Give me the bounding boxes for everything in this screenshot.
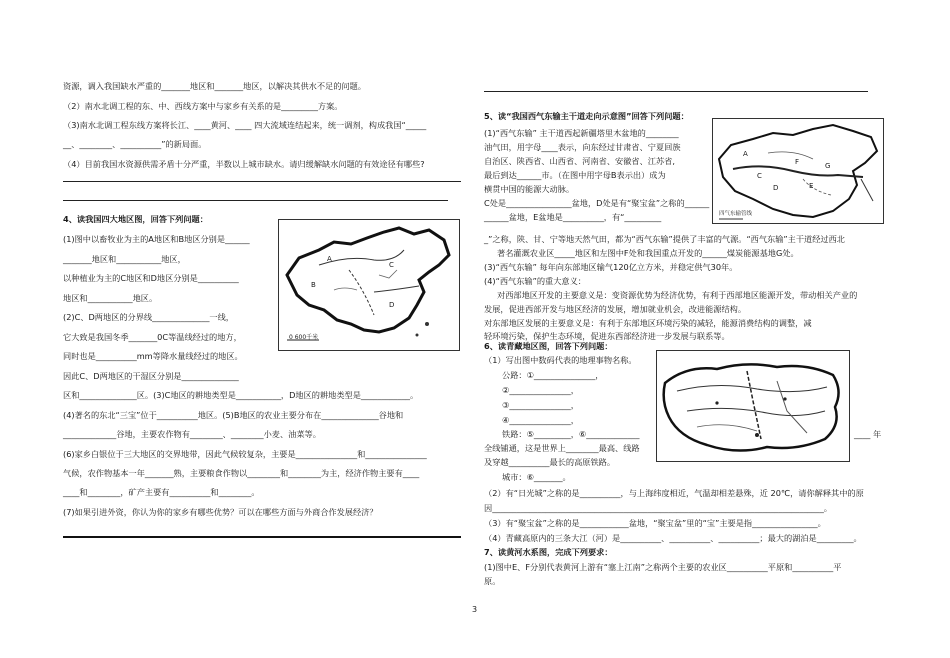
q4-line: (7)如果引进外资，你认为你的家乡有哪些优势？可以在哪些方面与外商合作发展经济？ (63, 507, 378, 517)
q4-line: 以种植业为主的C地区和D地区分别是__________ (63, 273, 239, 283)
q5-line: 油气田，用字母____表示，向东经过甘肃省、宁夏回族 (484, 142, 681, 152)
q6-line: （2）有“日光城”之称的是__________，与上海纬度相近，气温却相差悬殊，近 20℃，请你解释其中的原 (484, 488, 864, 498)
pipeline-label-d: D (773, 184, 779, 192)
q4-line: _______地区和___________地区， (63, 254, 186, 264)
q4-title: 4、读我国四大地区图，回答下列问题： (63, 214, 208, 224)
q5-line: (4)“西气东输”的重大意义： (484, 276, 586, 286)
q4-line: _____________谷地，主要农作物有________、________小麦、油菜等。 (63, 429, 321, 439)
pipeline-outline-map (713, 119, 883, 223)
q5-line: 最后到达______市。（在图中用字母B表示出）成为 (484, 170, 666, 180)
intro-line-3: （3)南水北调工程东线方案将长江、____黄河、____ 四大流域连结起来，统一调剂，构成我国“_____ (63, 120, 427, 130)
answer-rule (63, 200, 448, 201)
q4-line: (1)图中以畜牧业为主的A地区和B地区分别是______ (63, 234, 250, 244)
region-label-d: D (389, 301, 395, 309)
q6-line: （3）有“聚宝盆”之称的是____________盆地，“聚宝盆”里的“宝”主要是指________________。 (484, 518, 826, 528)
intro-line-4: __、________、__________”的新局面。 (63, 139, 207, 149)
q5-line: _”之称，陕、甘、宁等地天然气田，都为“西气东输”提供了丰富的气源。“西气东输”主干道经过西北 (484, 234, 845, 244)
q7-line: (1)图中E、F分别代表黄河上游有“塞上江南”之称两个主要的农业区__________平原和__________平 (484, 562, 842, 572)
map-scale: 0 600千米 (289, 334, 319, 341)
q5-line: 著名灌溉农业区_____地区和左图中F处和我国重点开发的______煤炭能源基地G处。 (497, 248, 799, 258)
q4-line: (2)C、D两地区的分界线______________一线， (63, 312, 234, 322)
q5-line: 对东部地区发展的主要意义是：有利于东部地区环境污染的减轻，能源消费结构的调整，减 (484, 318, 812, 328)
region-label-b: B (311, 281, 316, 289)
gas-pipeline-map (712, 118, 884, 224)
q5-line: 对西部地区开发的主要意义是：变资源优势为经济优势，有利于西部地区能源开发，带动相关产业的 (497, 290, 858, 300)
intro-line-5: （4）目前我国水资源供需矛盾十分严重，半数以上城市缺水。请归缓解缺水问题的有效途径有哪些? (63, 159, 425, 169)
answer-rule (484, 91, 868, 92)
region-label-a: A (327, 255, 332, 263)
q6-line: （4）青藏高原内的三条大江（河）是__________、__________、__________；最大的湖泊是_________。 (484, 533, 862, 543)
q5-line: C处是________________盆地，D处是有“聚宝盆”之称的______ (484, 198, 710, 208)
pipeline-label-e: E (809, 182, 814, 190)
q4-line: ____和________，矿产主要有__________和________。 (63, 487, 260, 497)
china-outline-map (279, 220, 459, 350)
q5-line: ______盆地，E盆地是__________，有“_________ (484, 212, 662, 222)
answer-rule (63, 536, 461, 538)
q6-line: 因_________________________________________________________________________________。 (484, 503, 832, 513)
q4-line: 它大致是我国冬季_______0C等温线经过的地方， (63, 332, 242, 342)
q4-line: 气候，农作物基本一年_______熟，主要粮食作物以________和________为主，经济作物主要有____ (63, 468, 420, 478)
q6-line: 全线铺通，这是世界上________最高、线路 (484, 443, 640, 453)
qinghai-tibet-map (656, 350, 850, 462)
q6-line: 城市：⑥_______。 (502, 472, 571, 482)
page-number: 3 (472, 605, 478, 614)
q7-line: 原。 (484, 576, 501, 586)
q5-line: (3)“西气东输” 每年向东部地区输气120亿立方米，并稳定供气30年。 (484, 262, 738, 272)
q6-line: ③_______________， (502, 400, 579, 410)
q4-line: 地区和___________地区。 (63, 293, 158, 303)
pipeline-label-a: A (743, 150, 748, 158)
intro-line-1: 资源，调入我国缺水严重的_______地区和_______地区，以解决其供水不足的问题。 (63, 81, 366, 91)
q6-year-tail: ____ 年 (854, 429, 882, 439)
answer-rule (63, 181, 461, 182)
pipeline-label-f: F (795, 158, 800, 166)
q6-line: 公路：①_______________， (502, 370, 604, 380)
pipeline-legend: 四气东输管线 (719, 211, 753, 217)
q5-line: 发展，促进西部开发与地区经济的发展，增加就业机会，改进能源结构。 (484, 304, 747, 314)
q5-line: 自治区、陕西省、山西省、河南省、安徽省、江苏省, (484, 156, 675, 166)
q5-line: (1)“西气东输” 主干道西起新疆塔里木盆地的________ (484, 128, 679, 138)
q4-line: 同时也是__________mm等降水量线经过的地区。 (63, 351, 243, 361)
q4-line: 因此C、D两地区的干湿区分别是______________ (63, 371, 239, 381)
q6-title: 6、读青藏地区图，回答下列问题： (484, 341, 613, 351)
q6-line: 及穿越__________最长的高原铁路。 (484, 457, 616, 467)
q6-line: （1）写出图中数码代表的地理事物名称。 (484, 355, 637, 365)
q6-line: ②_______________， (502, 385, 579, 395)
q4-line: (6)家乡白银位于三大地区的交界地带，因此气候较复杂，主要是_______________和_______________ (63, 449, 427, 459)
tibet-outline-map (657, 351, 849, 461)
region-label-c: C (389, 261, 394, 269)
q6-line: ④_______________， (502, 415, 579, 425)
q6-line: 铁路：⑤_________，⑥_____________ (502, 429, 640, 439)
q5-title: 5、读“我国西气东输主干道走向示意图”回答下列问题： (484, 111, 689, 121)
pipeline-label-g: G (825, 162, 831, 170)
q4-line: (4)著名的东北“三宝”位于__________地区。(5)B地区的农业主要分布在______________谷地和 (63, 410, 404, 420)
q4-line: 区和______________区。(3)C地区的耕地类型是___________，D地区的耕地类型是____________。 (63, 390, 419, 400)
intro-line-2: （2）南水北调工程的东、中、西线方案中与家乡有关系的是_________方案。 (63, 101, 343, 111)
q5-line: 轻环境污染，保护生态环境，促进东西部经济进一步发展与联系等。 (484, 331, 730, 341)
four-regions-map (278, 219, 460, 351)
q7-title: 7、读黄河水系图，完成下列要求： (484, 547, 613, 557)
pipeline-label-c: C (757, 172, 762, 180)
q5-line: 横贯中国的能源大动脉。 (484, 184, 575, 194)
